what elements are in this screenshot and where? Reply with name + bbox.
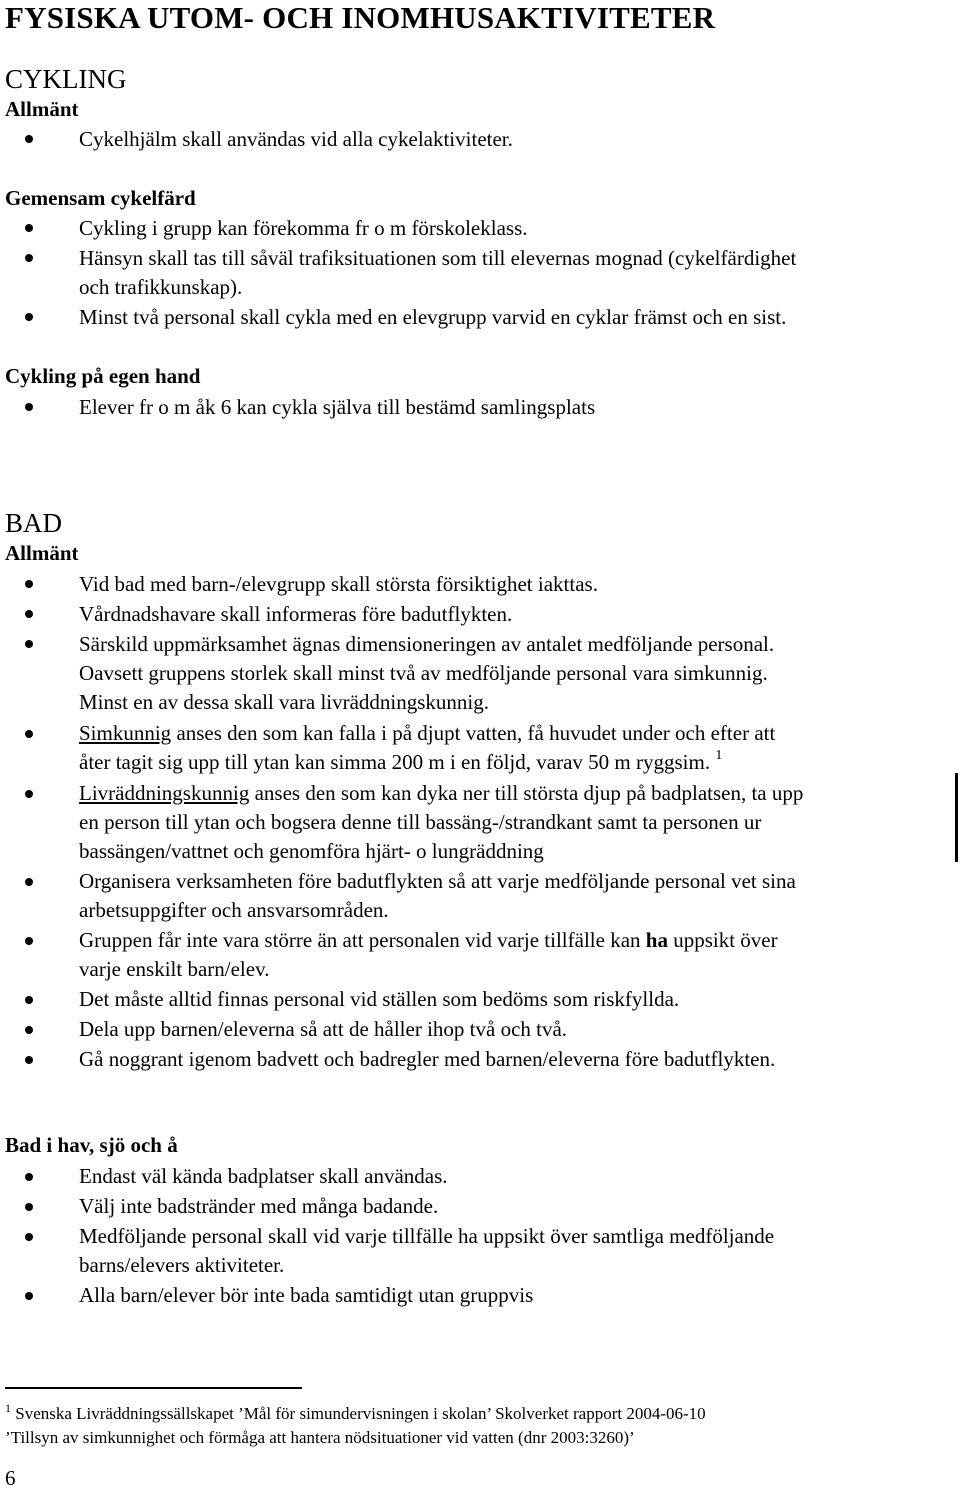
list-item-continuation: bassängen/vattnet och genomföra hjärt- o lungräddning: [79, 839, 544, 863]
bullet: [25, 135, 33, 143]
footnote-line-2: ’Tillsyn av simkunnighet och förmåga att hantera nödsituationer vid vatten (dnr 2003:3260)’: [5, 1428, 635, 1447]
bullet: [25, 1026, 33, 1034]
list-item-continuation: en person till ytan och bogsera denne till bassäng-/strandkant samt ta personen ur: [79, 810, 762, 834]
list-item-gruppen: [79, 928, 778, 953]
bullet: [25, 790, 33, 798]
list-item: Medföljande personal skall vid varje tillfälle ha uppsikt över samtliga medföljande: [79, 1224, 775, 1248]
bullet: [25, 1173, 33, 1181]
subheading-allmant-bad: Allmänt: [5, 541, 79, 565]
text: Gruppen får inte vara större än att personalen vid varje tillfälle kan: [79, 928, 646, 952]
list-item: Elever fr o m åk 6 kan cykla själva till bestämd samlingsplats: [79, 395, 596, 419]
page-title: FYSISKA UTOM- OCH INOMHUSAKTIVITETER: [5, 0, 716, 35]
section-heading-bad: BAD: [5, 508, 63, 538]
change-bar: [955, 773, 958, 862]
term-simkunnig: Simkunnig: [79, 721, 172, 745]
bullet: [25, 1292, 33, 1300]
list-item: Hänsyn skall tas till såväl trafiksituationen som till elevernas mognad (cykelfärdighet: [79, 246, 797, 270]
bullet: [25, 313, 33, 321]
bullet: [25, 996, 33, 1004]
text: anses den som kan dyka ner till största djup på badplatsen, ta upp: [249, 781, 804, 805]
list-item-continuation: Oavsett gruppens storlek skall minst två av medföljande personal vara simkunnig.: [79, 661, 768, 685]
text: anses den som kan falla i på djupt vatten, få huvudet under och efter att: [171, 721, 776, 745]
list-item: Minst två personal skall cykla med en elevgrupp varvid en cyklar främst och en sist.: [79, 305, 787, 329]
list-item-continuation: Minst en av dessa skall vara livräddningskunnig.: [79, 690, 490, 714]
term-livraddningskunnig: Livräddningskunnig: [79, 781, 250, 805]
bullet: [25, 1056, 33, 1064]
list-item-continuation: varje enskilt barn/elev.: [79, 957, 270, 981]
list-item: Gå noggrant igenom badvett och badregler med barnen/eleverna före badutflykten.: [79, 1047, 776, 1071]
list-item: Särskild uppmärksamhet ägnas dimensioneringen av antalet medföljande personal.: [79, 632, 775, 656]
list-item: Alla barn/elever bör inte bada samtidigt utan gruppvis: [79, 1283, 534, 1307]
bullet: [25, 640, 33, 648]
bullet: [25, 580, 33, 588]
list-item-simkunnig: [79, 721, 775, 746]
bullet: [25, 1203, 33, 1211]
subheading-bad-i-hav: Bad i hav, sjö och å: [5, 1133, 178, 1157]
list-item: Dela upp barnen/eleverna så att de håller ihop två och två.: [79, 1017, 568, 1041]
bold-text: ha: [645, 928, 668, 952]
list-item-continuation: och trafikkunskap).: [79, 275, 243, 299]
subheading-allmant-cykling: Allmänt: [5, 97, 79, 121]
list-item: Vårdnadshavare skall informeras före badutflykten.: [79, 602, 513, 626]
section-heading-cykling: CYKLING: [5, 64, 127, 94]
footnote-line-1: [5, 1401, 706, 1424]
list-item-continuation: arbetsuppgifter och ansvarsområden.: [79, 898, 389, 922]
list-item-continuation: barns/elevers aktiviteter.: [79, 1253, 285, 1277]
list-item: Organisera verksamheten före badutflykten så att varje medföljande personal vet sina: [79, 869, 796, 893]
bullet: [25, 403, 33, 411]
bullet: [25, 254, 33, 262]
bullet: [25, 610, 33, 618]
text: uppsikt över: [667, 928, 778, 952]
list-item: Endast väl kända badplatser skall användas.: [79, 1164, 448, 1188]
list-item-livraddningskunnig: [79, 781, 803, 806]
bullet: [25, 730, 33, 738]
list-item: Det måste alltid finnas personal vid ställen som bedöms som riskfyllda.: [79, 987, 680, 1011]
subheading-cykling-egen-hand: Cykling på egen hand: [5, 364, 201, 388]
list-item: Cykling i grupp kan förekomma fr o m förskoleklass.: [79, 216, 528, 240]
list-item: Cykelhjälm skall användas vid alla cykelaktiviteter.: [79, 127, 513, 151]
bullet: [25, 1233, 33, 1241]
footnote-separator: [5, 1387, 302, 1389]
list-item: Vid bad med barn-/elevgrupp skall största försiktighet iakttas.: [79, 572, 598, 596]
subheading-gemensam-cykelfard: Gemensam cykelfärd: [5, 186, 196, 210]
text: åter tagit sig upp till ytan kan simma 200 m i en följd, varav 50 m ryggsim.: [79, 750, 711, 774]
list-item: Välj inte badstränder med många badande.: [79, 1194, 439, 1218]
text: Svenska Livräddningssällskapet ’Mål för simundervisningen i skolan’ Skolverket rapport 2004-06-10: [11, 1404, 706, 1423]
bullet: [25, 878, 33, 886]
footnote-reference[interactable]: 1: [715, 748, 723, 763]
bullet: [25, 224, 33, 232]
page-number: 6: [5, 1466, 16, 1490]
bullet: [25, 937, 33, 945]
list-item-continuation: [79, 750, 722, 775]
footnote-mark: 1: [5, 1401, 11, 1415]
